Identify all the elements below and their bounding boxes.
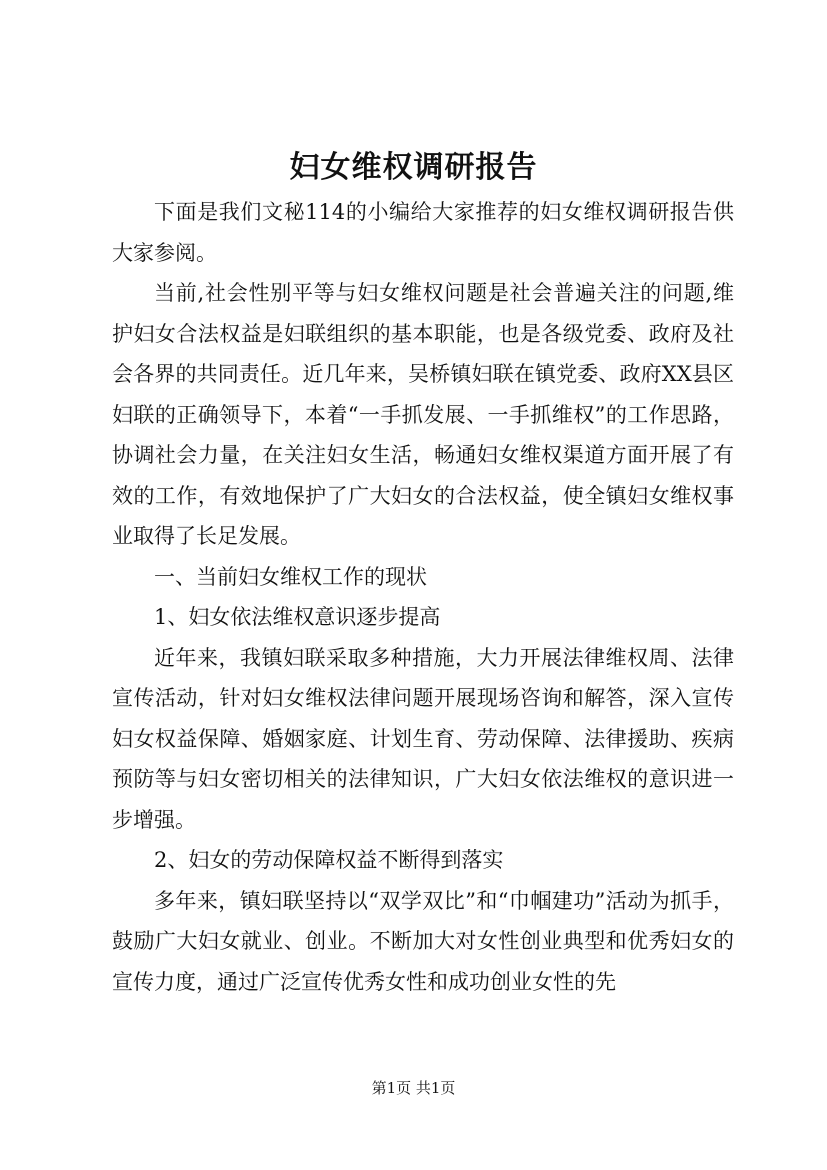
intro-paragraph: 下面是我们文秘114的小编给大家推荐的妇女维权调研报告供大家参阅。	[112, 200, 734, 265]
document-body	[112, 192, 734, 1002]
subsection-paragraph-1: 近年来，我镇妇联采取多种措施，大力开展法律维权周、法律宣传活动，针对妇女维权法律问题开展现场咨询和解答，深入宣传妇女权益保障、婚姻家庭、计划生育、劳动保障、法律援助、疾病预防等与妇女密切相关的法律知识，广大妇女依法维权的意识进一步增强。	[112, 645, 734, 832]
body-paragraph-1: 当前,社会性别平等与妇女维权问题是社会普遍关注的问题,维护妇女合法权益是妇联组织的基本职能，也是各级党委、政府及社会各界的共同责任。近几年来，吴桥镇妇联在镇党委、政府XX县区妇联的正确领导下，本着“一手抓发展、一手抓维权”的工作思路，协调社会力量，在关注妇女生活，畅通妇女维权渠道方面开展了有效的工作，有效地保护了广大妇女的合法权益，使全镇妇女维权事业取得了长足发展。	[112, 281, 734, 548]
subsection-heading-2: 2、妇女的劳动保障权益不断得到落实	[154, 848, 504, 872]
subsection-paragraph-2: 多年来，镇妇联坚持以“双学双比”和“巾帼建功”活动为抓手，鼓励广大妇女就业、创业。不断加大对女性创业典型和优秀妇女的宣传力度，通过广泛宣传优秀女性和成功创业女性的先	[112, 888, 734, 994]
document-title: 妇女维权调研报告	[289, 150, 538, 185]
page-footer: 第1页 共1页	[371, 1079, 456, 1097]
subsection-heading-1: 1、妇女依法维权意识逐步提高	[154, 605, 441, 629]
section-heading-1: 一、当前妇女维权工作的现状	[154, 564, 427, 589]
